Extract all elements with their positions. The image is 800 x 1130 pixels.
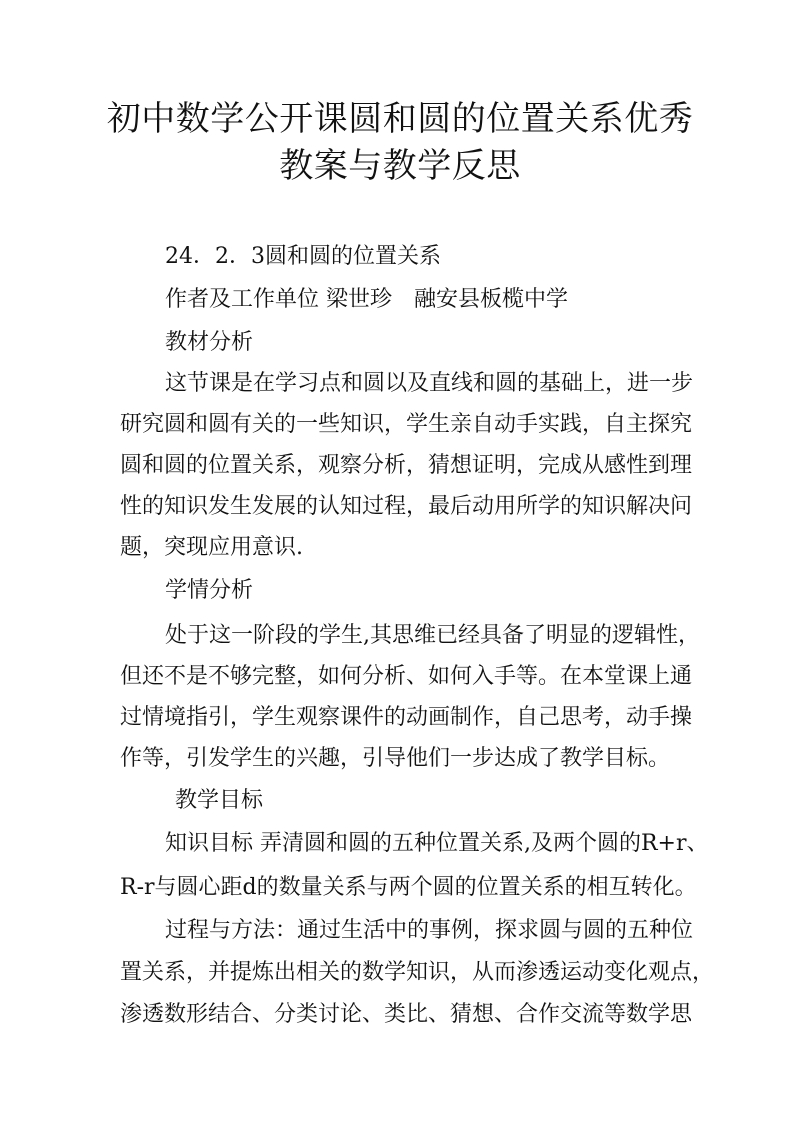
paragraph-line: 圆和圆的位置关系，观察分析，猜想证明，完成从感性到理 [120, 453, 693, 478]
paragraph-line: 这节课是在学习点和圆以及直线和圆的基础上，进一步 [165, 371, 694, 396]
paragraph-line: 但还不是不够完整，如何分析、如何入手等。在本堂课上通 [120, 664, 693, 689]
paragraph-line: 性的知识发生发展的认知过程，最后动用所学的知识解决问 [120, 494, 693, 519]
paragraph-line: 题，突现应用意识. [120, 535, 303, 560]
document-title-line-1: 初中数学公开课圆和圆的位置关系优秀 [106, 99, 694, 139]
paragraph-line: 作等，引发学生的兴趣，引导他们一步达成了教学目标。 [120, 746, 671, 771]
section-heading-material-analysis: 教材分析 [165, 330, 254, 355]
section-heading-teaching-goals: 教学目标 [175, 788, 264, 813]
paragraph-line: R-r与圆心距d的数量关系与两个圆的位置关系的相互转化。 [120, 875, 697, 900]
paragraph-line: 置关系，并提炼出相关的数学知识，从而渗透运动变化观点， [120, 960, 715, 985]
section-heading-learner-analysis: 学情分析 [165, 578, 254, 603]
lesson-heading: 24．2．3圆和圆的位置关系 [165, 244, 441, 269]
paragraph-line: 知识目标 弄清圆和圆的五种位置关系,及两个圆的R+r、 [165, 831, 709, 856]
author-line: 作者及工作单位 梁世珍 融安县板榄中学 [165, 287, 568, 312]
paragraph-line: 处于这一阶段的学生,其思维已经具备了明显的逻辑性， [165, 623, 700, 648]
document-title-line-2: 教案与教学反思 [279, 146, 521, 186]
paragraph-line: 渗透数形结合、分类讨论、类比、猜想、合作交流等数学思 [120, 1002, 693, 1027]
paragraph-line: 过情境指引，学生观察课件的动画制作，自己思考，动手操 [120, 705, 693, 730]
paragraph-line: 过程与方法：通过生活中的事例，探求圆与圆的五种位 [165, 918, 694, 943]
paragraph-line: 研究圆和圆有关的一些知识，学生亲自动手实践，自主探究 [120, 412, 693, 437]
